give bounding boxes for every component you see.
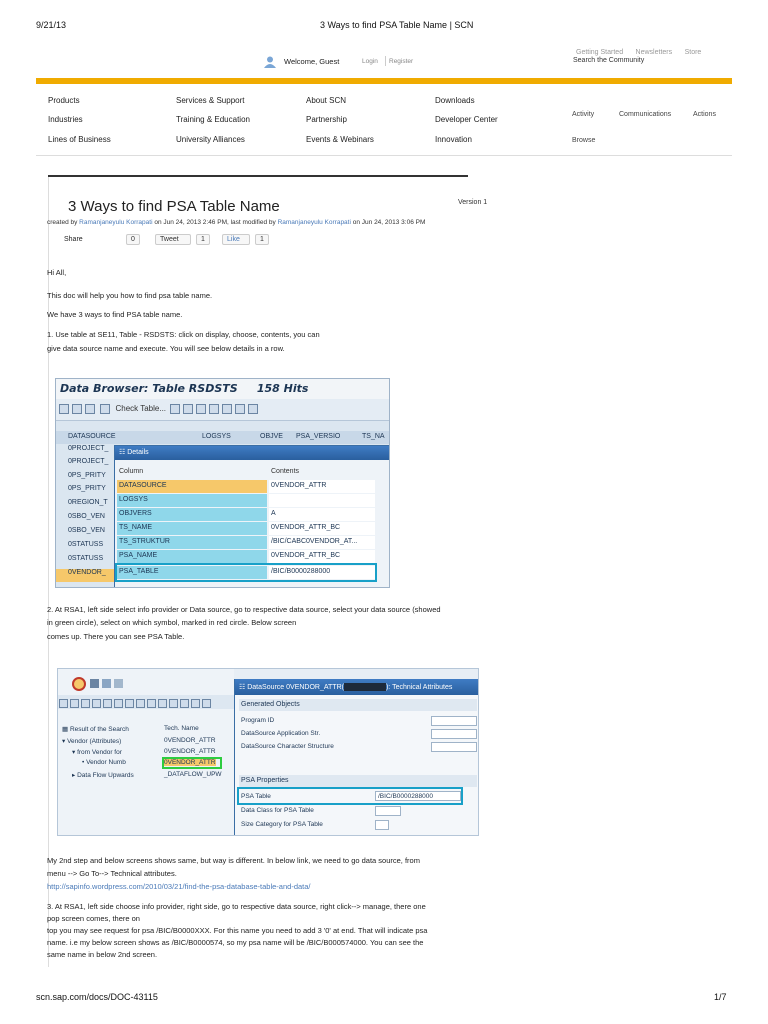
circled-icon[interactable]	[72, 677, 86, 691]
toolbar-icon[interactable]	[170, 404, 180, 414]
column-header: Column	[119, 468, 144, 475]
menu-services-support[interactable]: Services & Support	[176, 96, 245, 105]
table-row[interactable]: 0STATUSS	[68, 541, 104, 548]
dialog-row[interactable]	[117, 494, 375, 507]
para-step3-a: 3. At RSA1, left side choose info provider, right side, go to respective data source, right click--> manage, there one	[47, 902, 426, 911]
menu-university[interactable]: University Alliances	[176, 135, 245, 144]
tree-node-label: Data Flow Upwards	[77, 772, 134, 779]
search-community[interactable]: Search the Community	[573, 57, 645, 64]
para-step2-b: in green circle), select on which symbol, marked in red circle. Below screen	[47, 618, 297, 627]
reference-link[interactable]: http://sapinfo.wordpress.com/2010/03/21/find-the-psa-database-table-and-data/	[47, 882, 311, 891]
tree-node-label: Vendor Numb	[86, 759, 126, 766]
tree-node-label: from Vendor for	[77, 749, 122, 756]
menu-innovation[interactable]: Innovation	[435, 135, 472, 144]
toolbar-icon[interactable]	[202, 699, 211, 708]
details-dialog-title	[115, 446, 390, 460]
dialog-row[interactable]	[117, 480, 375, 493]
size-category-input[interactable]	[375, 820, 389, 830]
like-count: 1	[255, 234, 269, 245]
table-row[interactable]: 0PS_PRITY	[68, 485, 106, 492]
dialog-col: PSA_NAME	[117, 550, 267, 563]
para-step1-a: 1. Use table at SE11, Table - RSDSTS: click on display, choose, contents, you can	[47, 330, 320, 339]
table-row-selected[interactable]: 0VENDOR_	[56, 569, 116, 582]
tree-node-label: Vendor (Attributes)	[67, 738, 122, 745]
data-browser-title	[56, 379, 389, 399]
menu-activity[interactable]: Activity	[572, 111, 595, 118]
share-count: 0	[126, 234, 140, 245]
toolbar-icon[interactable]	[180, 699, 189, 708]
tree-node-tech: _DATAFLOW_UPW	[164, 771, 222, 778]
panel-title-text: DataSource 0VENDOR_ATTR(	[247, 684, 344, 691]
para-step3-e: same name in below 2nd screen.	[47, 950, 158, 959]
menu-training[interactable]: Training & Education	[176, 115, 250, 124]
dialog-col: LOGSYS	[117, 494, 267, 507]
table-row[interactable]: 0PROJECT_	[68, 445, 109, 452]
toolbar-icon[interactable]	[92, 699, 101, 708]
toolbar-icon[interactable]	[196, 404, 206, 414]
para-intro: This doc will help you how to find psa table name.	[47, 291, 213, 300]
tree-toolbar	[58, 695, 234, 709]
footer-page: 1/7	[714, 992, 727, 1002]
toolbar-icon[interactable]	[136, 699, 145, 708]
dialog-val: /BIC/CABC0VENDOR_AT...	[269, 536, 375, 549]
dialog-icon: ☷	[239, 684, 246, 691]
dialog-title-text: Details	[127, 449, 149, 456]
redacted-block	[344, 683, 386, 691]
field-label: PSA Table	[241, 793, 271, 800]
section-generated-objects: Generated Objects	[239, 699, 477, 711]
dialog-val: 0VENDOR_ATTR_BC	[269, 550, 375, 563]
dialog-col: PSA_TABLE	[117, 566, 267, 579]
dialog-val: /BIC/B0000288000	[269, 566, 375, 579]
author-link[interactable]: Ramanjaneyulu Korrapati	[79, 219, 153, 226]
dialog-col: DATASOURCE	[117, 480, 267, 493]
content-rule-top	[48, 175, 468, 177]
dialog-header	[117, 466, 377, 478]
toolbar-icon[interactable]	[147, 699, 156, 708]
tree-node-tech: 0VENDOR_ATTR	[164, 748, 216, 755]
hits-count: 158 Hits	[256, 382, 309, 395]
doc-meta	[47, 219, 425, 226]
divider	[385, 56, 386, 66]
menu-industries[interactable]: Industries	[48, 115, 83, 124]
like-button[interactable]: Like	[222, 234, 250, 245]
data-browser-title-text: Data Browser: Table RSDSTS	[60, 382, 238, 395]
toolbar-icon[interactable]	[103, 699, 112, 708]
dialog-row[interactable]	[117, 522, 375, 535]
tree-header-tech: Tech. Name	[164, 725, 199, 732]
para-step3-d: name. i.e my below screen shows as /BIC/B0000574, so my psa name will be /BIC/B000574000. You can see the	[47, 938, 424, 947]
field-label: Program ID	[241, 717, 275, 724]
search-tree-panel	[58, 669, 234, 836]
data-class-input[interactable]	[375, 806, 401, 816]
page-title: 3 Ways to find PSA Table Name	[68, 198, 280, 215]
para-note-a: My 2nd step and below screens shows same, but way is different. In below link, we need to go data source, from	[47, 856, 420, 865]
dialog-val: 0VENDOR_ATTR	[269, 480, 375, 493]
dialog-row[interactable]	[117, 536, 375, 549]
print-date: 9/21/13	[36, 20, 67, 30]
para-ways: We have 3 ways to find PSA table name.	[47, 310, 183, 319]
toolbar-icon[interactable]	[59, 404, 69, 414]
toolbar-icon[interactable]	[248, 404, 258, 414]
footer-url: scn.sap.com/docs/DOC-43115	[36, 992, 158, 1002]
technical-attributes-panel	[234, 679, 479, 836]
tree-node-tech-selected: 0VENDOR_ATTR	[164, 759, 216, 766]
screenshot-data-browser	[55, 378, 390, 588]
menu-actions[interactable]: Actions	[693, 111, 716, 118]
menu-partnership[interactable]: Partnership	[306, 115, 347, 124]
toolbar-icon[interactable]	[169, 699, 178, 708]
para-step3-b: pop screen comes, there on	[47, 914, 140, 923]
col-header[interactable]: DATASOURCE	[68, 433, 116, 440]
panel-title-suffix: ): Technical Attributes	[385, 684, 453, 691]
tree-header: ▦ Result of the Search	[62, 726, 129, 733]
para-note-b: menu --> Go To--> Technical attributes.	[47, 869, 177, 878]
col-header[interactable]: TS_NA	[362, 433, 385, 440]
para-step3-c: top you may see request for psa /BIC/B0000XXX. For this name you need to add 3 '0' at end. That will indicate psa	[47, 926, 428, 935]
dialog-val	[269, 494, 375, 507]
menu-about-scn[interactable]: About SCN	[306, 96, 347, 105]
menu-communications[interactable]: Communications	[619, 111, 672, 118]
mega-menu	[36, 86, 732, 156]
table-row[interactable]: 0PS_PRITY	[68, 472, 106, 479]
getting-started-link[interactable]: Getting Started	[576, 49, 624, 56]
menu-developer-center[interactable]: Developer Center	[435, 115, 498, 124]
dialog-val: A	[269, 508, 375, 521]
newsletters-link[interactable]: Newsletters	[635, 49, 673, 56]
dialog-val: 0VENDOR_ATTR_BC	[269, 522, 375, 535]
field-label: DataSource Application Str.	[241, 730, 321, 737]
field-label: DataSource Character Structure	[241, 743, 334, 750]
store-link[interactable]: Store	[684, 49, 702, 56]
table-row[interactable]: 0PROJECT_	[68, 458, 109, 465]
menu-products[interactable]: Products	[48, 96, 80, 105]
print-title: 3 Ways to find PSA Table Name | SCN	[320, 20, 474, 30]
tree-node[interactable]: • Vendor Numb	[82, 759, 126, 766]
green-circle-highlight	[162, 757, 222, 769]
menu-downloads[interactable]: Downloads	[435, 96, 475, 105]
welcome-text: Welcome, Guest	[284, 57, 340, 66]
para-greeting: Hi All,	[47, 268, 67, 277]
details-dialog	[114, 445, 390, 588]
psa-table-input[interactable]: /BIC/B0000288000	[375, 791, 461, 801]
col-header[interactable]: PSA_VERSIO	[296, 433, 341, 440]
toolbar-icon[interactable]	[183, 404, 193, 414]
toolbar-icon[interactable]	[125, 699, 134, 708]
technical-attributes-title	[235, 679, 479, 695]
table-row[interactable]: 0STATUSS	[68, 555, 104, 562]
table-row[interactable]: 0REGION_T	[68, 499, 108, 506]
toolbar-icon[interactable]	[81, 699, 90, 708]
col-header[interactable]: LOGSYS	[202, 433, 231, 440]
dialog-row[interactable]	[117, 550, 375, 563]
toolbar-icon[interactable]	[59, 699, 68, 708]
toolbar-icon[interactable]	[235, 404, 245, 414]
field-label: Size Category for PSA Table	[241, 821, 323, 828]
register-link[interactable]: Register	[389, 58, 414, 65]
para-step2-c: comes up. There you can see PSA Table.	[47, 632, 185, 641]
login-link[interactable]: Login	[362, 58, 378, 65]
dialog-col: OBJVERS	[117, 508, 267, 521]
field-label: Data Class for PSA Table	[241, 807, 314, 814]
contents-header: Contents	[271, 468, 300, 475]
modified-by-link[interactable]: Ramanjaneyulu Korrapati	[277, 219, 351, 226]
created-on: on Jun 24, 2013 2:46 PM, last modified by	[154, 219, 276, 226]
para-step2-a: 2. At RSA1, left side select info provider or Data source, go to respective data source, select your data source (showed	[47, 605, 441, 614]
toolbar-icon[interactable]	[191, 699, 200, 708]
screenshot-technical-attributes	[57, 668, 479, 836]
tree-node[interactable]: ▾ from Vendor for	[72, 749, 122, 756]
dialog-row[interactable]	[117, 508, 375, 521]
dialog-col: TS_NAME	[117, 522, 267, 535]
toolbar-icon[interactable]	[85, 404, 95, 414]
tree-node-tech: 0VENDOR_ATTR	[164, 737, 216, 744]
grid-header	[56, 431, 389, 444]
toolbar-icon[interactable]	[209, 404, 219, 414]
tree-node[interactable]: ▸ Data Flow Upwards	[72, 772, 134, 779]
para-step1-b: give data source name and execute. You will see below details in a row.	[47, 344, 285, 353]
data-browser-toolbar	[56, 399, 389, 421]
highlight-box	[115, 563, 377, 582]
toolbar-icon[interactable]	[90, 679, 99, 688]
dialog-icon: ☷	[119, 449, 126, 456]
check-table-button[interactable]: Check Table...	[115, 404, 167, 414]
tree-header-text: Result of the Search	[69, 726, 129, 733]
program-id-input[interactable]	[431, 716, 477, 726]
toolbar-icon[interactable]	[158, 699, 167, 708]
dialog-col: TS_STRUKTUR	[117, 536, 267, 549]
section-psa-properties: PSA Properties	[239, 775, 477, 787]
tweet-button[interactable]: Tweet	[155, 234, 191, 245]
tweet-count: 1	[196, 234, 210, 245]
highlight-box	[237, 787, 463, 805]
menu-events[interactable]: Events & Webinars	[306, 135, 374, 144]
user-avatar-icon	[264, 55, 276, 67]
toolbar-icon[interactable]	[114, 699, 123, 708]
app-str-input[interactable]	[431, 729, 477, 739]
col-header[interactable]: OBJVE	[260, 433, 283, 440]
toolbar-icon[interactable]	[114, 679, 123, 688]
menu-browse[interactable]: Browse	[572, 137, 596, 144]
toolbar-icon[interactable]	[72, 404, 82, 414]
orange-nav-bar	[36, 78, 732, 84]
toolbar-icon[interactable]	[70, 699, 79, 708]
toolbar-icon[interactable]	[222, 404, 232, 414]
toolbar-icon[interactable]	[100, 404, 110, 414]
table-row[interactable]: 0SBO_VEN	[68, 513, 105, 520]
toolbar-icon[interactable]	[102, 679, 111, 688]
share-label[interactable]: Share	[64, 236, 83, 243]
table-row[interactable]: 0SBO_VEN	[68, 527, 105, 534]
tree-node[interactable]: ▾ Vendor (Attributes)	[62, 738, 122, 745]
char-structure-input[interactable]	[431, 742, 477, 752]
modified-on: on Jun 24, 2013 3:06 PM	[352, 219, 426, 226]
created-by-label: created by	[47, 219, 78, 226]
version-label: Version 1	[458, 199, 488, 206]
menu-lines-of-business[interactable]: Lines of Business	[48, 135, 111, 144]
